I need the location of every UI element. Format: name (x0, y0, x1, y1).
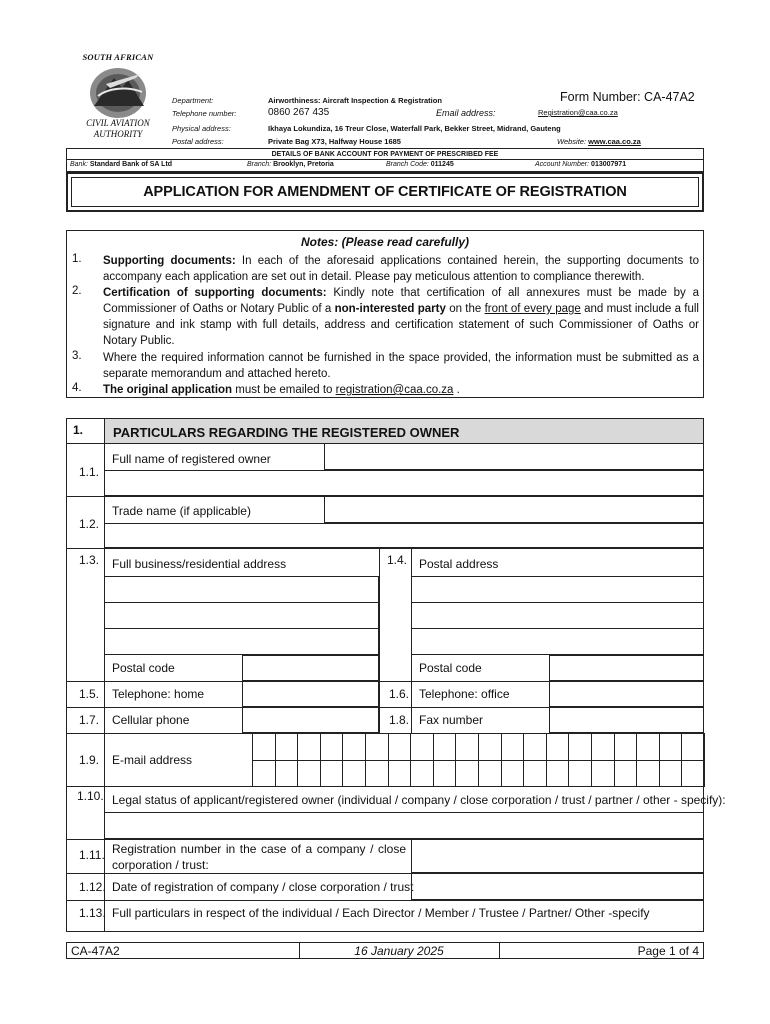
field-1-13-number: 1.13. (79, 906, 106, 920)
postal-address-value: Private Bag X73, Halfway House 1685 (268, 137, 401, 146)
business-address-line-1[interactable] (104, 576, 379, 603)
note-4-number: 4. (72, 382, 82, 394)
note-4-heading: The original application (103, 384, 233, 396)
email-character-cell[interactable] (546, 760, 570, 788)
bank-details-box (66, 148, 704, 172)
postal-address-label: Postal address: (172, 137, 224, 146)
form-number: Form Number: CA-47A2 (560, 90, 695, 104)
note-2-text-c: on the (445, 303, 485, 315)
logo-bottom-line-2: AUTHORITY (93, 129, 143, 139)
email-character-cell[interactable] (501, 733, 525, 761)
business-address-line-2[interactable] (104, 602, 379, 629)
note-1 (103, 253, 699, 285)
email-character-cell[interactable] (275, 733, 299, 761)
footer-form-code: CA-47A2 (71, 944, 120, 958)
note-4-end: . (453, 384, 460, 396)
email-character-cell[interactable] (252, 760, 276, 788)
email-character-cell[interactable] (275, 760, 299, 788)
account-number-label: Account Number: (535, 161, 590, 168)
note-4 (103, 382, 699, 398)
email-character-cell[interactable] (252, 733, 276, 761)
branch-label: Branch: (247, 161, 272, 168)
branch-code-value: 011245 (430, 161, 454, 168)
field-1-11-number: 1.11. (79, 848, 105, 862)
email-character-cell[interactable] (297, 760, 321, 788)
postal-address-line-2[interactable] (411, 602, 704, 629)
field-1-10-number: 1.10. (77, 789, 104, 803)
email-character-cell[interactable] (614, 733, 638, 761)
footer-page-number: Page 1 of 4 (637, 944, 699, 958)
branch-value: Brooklyn, Pretoria (273, 161, 334, 168)
email-character-cell[interactable] (659, 733, 683, 761)
note-3-number: 3. (72, 350, 82, 362)
section-1-number: 1. (73, 423, 84, 437)
title-box (66, 172, 704, 212)
trade-name-input-line-2[interactable] (104, 523, 704, 548)
email-character-cell[interactable] (478, 760, 502, 788)
field-1-12-number: 1.12. (79, 880, 106, 894)
bank-label: Bank: (70, 161, 88, 168)
email-character-cell[interactable] (568, 733, 592, 761)
field-1-3-number: 1.3. (79, 553, 100, 567)
registration-number-input[interactable] (411, 839, 704, 873)
full-name-input[interactable] (324, 443, 704, 470)
telephone-office-label: Telephone: office (419, 687, 510, 701)
business-postal-code-input[interactable] (242, 655, 379, 681)
legal-status-label: Legal status of applicant/registered owner (individual / company / close corporation / trust / partner / other - specify): (112, 793, 726, 807)
registration-number-label: Registration number in the case of a company / close corporation / trust: (112, 842, 406, 872)
postal-address-field-label: Postal address (419, 557, 499, 571)
website-label: Website: (557, 137, 587, 146)
field-1-6-number: 1.6. (389, 687, 410, 701)
email-character-cell[interactable] (388, 760, 412, 788)
footer (66, 942, 704, 959)
email-character-cell[interactable] (410, 733, 434, 761)
logo-bottom-text (78, 118, 158, 140)
email-character-cell[interactable] (388, 733, 412, 761)
account-number-value: 013007971 (591, 161, 627, 168)
email-character-cell[interactable] (681, 760, 705, 788)
email-label: Email address: (436, 108, 496, 118)
telephone-home-input[interactable] (242, 681, 379, 707)
physical-address-label: Physical address: (172, 124, 231, 133)
note-2 (103, 285, 699, 349)
telephone-label: Telephone number: (172, 109, 237, 118)
email-character-cell[interactable] (320, 760, 344, 788)
email-character-cell[interactable] (591, 733, 615, 761)
logo-bottom-line-1: CIVIL AVIATION (86, 118, 150, 128)
note-1-text: In each of the aforesaid applications contained herein, the supporting documents to accompany each application are set out in detail. Please pay meticulous attention to compliance therewith. (103, 255, 699, 283)
email-character-cell[interactable] (342, 733, 366, 761)
field-1-4-number: 1.4. (387, 553, 408, 567)
telephone-office-input[interactable] (549, 681, 704, 707)
business-postal-code-label: Postal code (112, 661, 175, 675)
email-character-cell[interactable] (591, 760, 615, 788)
email-character-cell[interactable] (681, 733, 705, 761)
trade-name-input[interactable] (324, 496, 704, 523)
email-character-cell[interactable] (320, 733, 344, 761)
email-character-cell[interactable] (636, 733, 660, 761)
email-character-cell[interactable] (523, 760, 547, 788)
cellular-phone-input[interactable] (242, 707, 379, 733)
email-character-cell[interactable] (297, 733, 321, 761)
email-character-cell[interactable] (433, 733, 457, 761)
note-2-text-d: and must include a full signature and ink stamp with full details, address and certification statement of such Commissioner of Oaths or Notary Public. (103, 303, 699, 347)
notes-box (66, 230, 704, 398)
full-name-input-line-2[interactable] (104, 470, 704, 496)
postal-address-line-1[interactable] (411, 576, 704, 603)
note-2-text-a: Kindly note that certification of all annexures must be made by a Commissioner of Oaths or Notary Public of a (103, 287, 699, 315)
email-character-cell[interactable] (614, 760, 638, 788)
note-2-bold: non-interested party (334, 303, 446, 315)
email-character-cell[interactable] (342, 760, 366, 788)
postal-code-input[interactable] (549, 655, 704, 681)
note-2-number: 2. (72, 285, 82, 297)
note-4-text: must be emailed to (232, 384, 336, 396)
website-link[interactable]: www.caa.co.za (588, 137, 641, 146)
registration-date-input[interactable] (411, 873, 704, 900)
note-1-number: 1. (72, 253, 82, 265)
caa-emblem-icon (84, 66, 152, 120)
note-3: Where the required information cannot be furnished in the space provided, the information must be submitted as a separate memorandum and attached hereto. (103, 352, 699, 380)
field-1-1-number: 1.1. (79, 465, 100, 479)
field-1-9-number: 1.9. (79, 753, 100, 767)
telephone-value: 0860 267 435 (268, 107, 330, 118)
section-1-title: PARTICULARS REGARDING THE REGISTERED OWNER (113, 425, 460, 440)
note-1-heading: Supporting documents: (103, 255, 236, 267)
branch-code-label: Branch Code: (386, 161, 429, 168)
fax-number-label: Fax number (419, 713, 484, 727)
note-2-underline: front of every page (484, 303, 581, 315)
email-character-cell[interactable] (455, 760, 479, 788)
business-address-line-3[interactable] (104, 628, 379, 655)
caa-logo (78, 52, 158, 139)
email-character-cell[interactable] (546, 733, 570, 761)
notes-heading: Notes: (Please read carefully) (300, 235, 470, 249)
postal-address-line-3[interactable] (411, 628, 704, 655)
telephone-home-label: Telephone: home (112, 687, 205, 701)
postal-code-label: Postal code (419, 661, 482, 675)
email-character-cell[interactable] (478, 733, 502, 761)
email-character-cell[interactable] (365, 760, 389, 788)
email-character-cell[interactable] (501, 760, 525, 788)
field-1-5-number: 1.5. (79, 687, 100, 701)
business-address-label: Full business/residential address (112, 557, 287, 571)
department-value: Airworthiness: Aircraft Inspection & Registration (268, 96, 442, 105)
email-character-cell[interactable] (636, 760, 660, 788)
field-1-7-number: 1.7. (79, 713, 100, 727)
note-2-heading: Certification of supporting documents: (103, 287, 327, 299)
email-character-cell[interactable] (659, 760, 683, 788)
footer-date: 16 January 2025 (354, 944, 444, 958)
page-title: APPLICATION FOR AMENDMENT OF CERTIFICATE OF REGISTRATION (143, 184, 627, 200)
registration-date-label: Date of registration of company / close corporation / trust (112, 880, 414, 894)
email-address-label: E-mail address (112, 753, 193, 767)
email-character-cell[interactable] (433, 760, 457, 788)
field-1-2-number: 1.2. (79, 517, 100, 531)
section-1-header (66, 418, 704, 444)
email-character-cell[interactable] (523, 733, 547, 761)
email-character-cell[interactable] (410, 760, 434, 788)
bank-value: Standard Bank of SA Ltd (89, 161, 173, 168)
email-character-cell[interactable] (365, 733, 389, 761)
email-character-cell[interactable] (455, 733, 479, 761)
email-link[interactable]: Registration@caa.co.za (538, 108, 618, 117)
cellular-phone-label: Cellular phone (112, 713, 190, 727)
logo-top-text: SOUTH AFRICAN (82, 52, 154, 62)
full-name-label: Full name of registered owner (112, 452, 271, 466)
bank-details-title: DETAILS OF BANK ACCOUNT FOR PAYMENT OF PRESCRIBED FEE (271, 151, 499, 158)
email-character-cell[interactable] (568, 760, 592, 788)
full-particulars-label: Full particulars in respect of the individual / Each Director / Member / Trustee / Partner/ Other -specify (112, 906, 650, 920)
registration-email-link[interactable]: registration@caa.co.za (335, 384, 454, 396)
fax-number-input[interactable] (549, 707, 704, 733)
field-1-8-number: 1.8. (389, 713, 410, 727)
legal-status-input[interactable] (104, 812, 704, 839)
physical-address-value: Ikhaya Lokundiza, 16 Treur Close, Waterfall Park, Bekker Street, Midrand, Gauteng (268, 124, 561, 133)
department-label: Department: (172, 96, 214, 105)
trade-name-label: Trade name (if applicable) (112, 504, 251, 518)
